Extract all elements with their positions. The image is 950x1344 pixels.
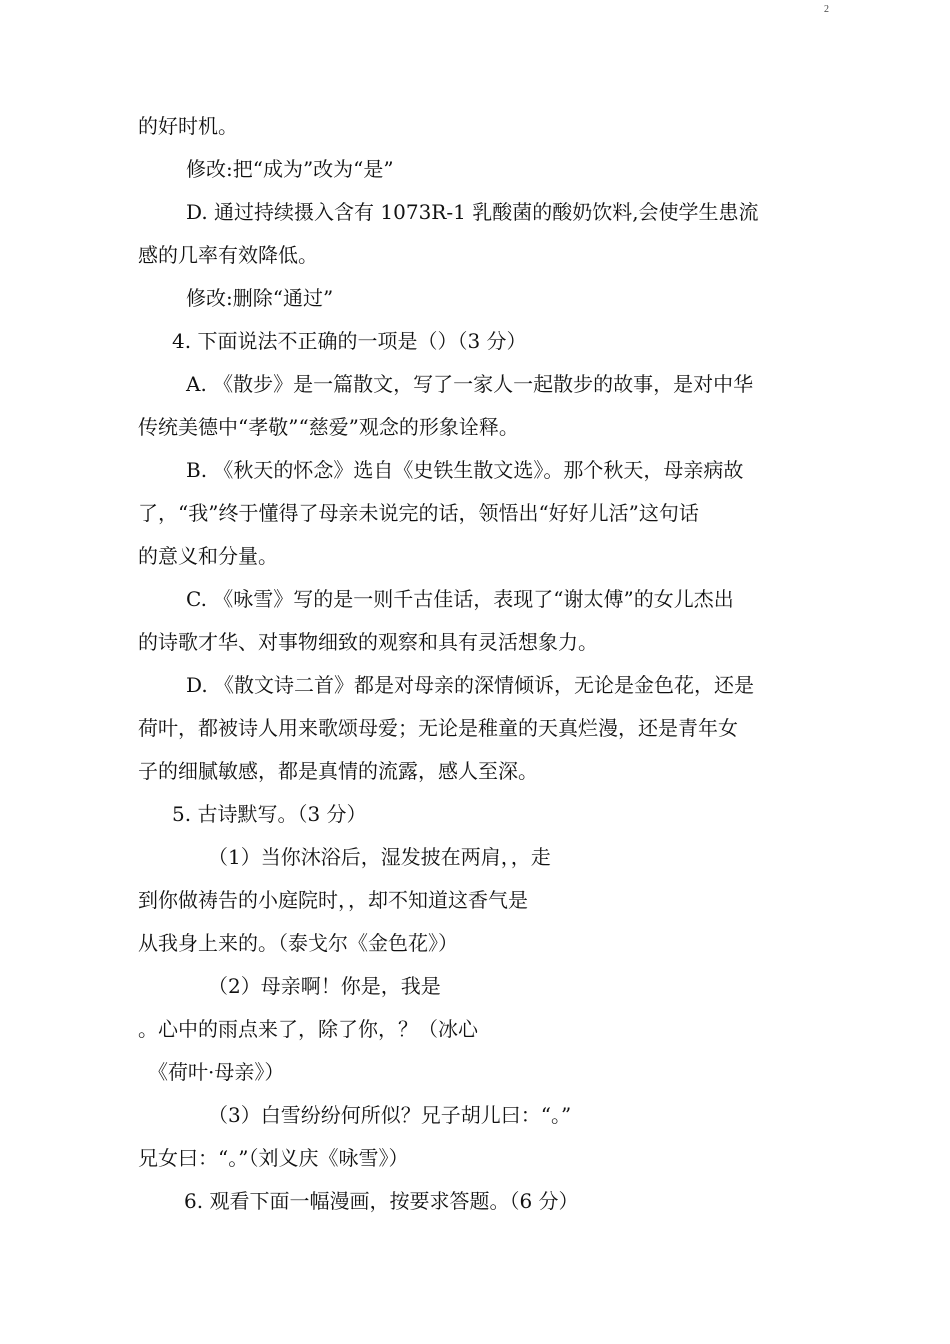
text-line: D. 《散文诗二首》都是对母亲的深情倾诉，无论是金色花，还是 [186,673,755,697]
text-line: （3）白雪纷纷何所似？兄子胡儿曰：“。” [208,1103,572,1127]
text-line: D. 通过持续摄入含有 1073R-1 乳酸菌的酸奶饮料,会使学生患流 [186,200,759,224]
text-line: B. 《秋天的怀念》选自《史铁生散文选》。那个秋天，母亲病故 [186,458,744,482]
text-line: 。心中的雨点来了，除了你，？（冰心 [138,1017,478,1041]
text-line: 兄女曰：“。”（刘义庆《咏雪》） [138,1146,409,1170]
question-heading: 5. 古诗默写。（3 分） [172,802,367,826]
text-line: A. 《散步》是一篇散文，写了一家人一起散步的故事，是对中华 [186,372,754,396]
text-line: 《荷叶·母亲》） [148,1060,285,1084]
text-line: （2）母亲啊！你是，我是 [208,974,441,998]
text-line: 感的几率有效降低。 [138,243,318,267]
text-line: 修改:删除“通过” [186,286,334,310]
text-line: C. 《咏雪》写的是一则千古佳话，表现了“谢太傅”的女儿杰出 [186,587,734,611]
question-heading: 4. 下面说法不正确的一项是（）（3 分） [172,329,527,353]
page-number: 2 [824,4,829,15]
text-line: 的意义和分量。 [138,544,278,568]
text-line: 传统美德中“孝敬”“慈爱”观念的形象诠释。 [138,415,519,439]
text-line: 的好时机。 [138,114,238,138]
text-line: 修改:把“成为”改为“是” [186,157,394,181]
text-line: 荷叶，都被诗人用来歌颂母爱；无论是稚童的天真烂漫，还是青年女 [138,716,738,740]
text-line: （1）当你沐浴后，湿发披在两肩，，走 [208,845,551,869]
text-line: 子的细腻敏感，都是真情的流露，感人至深。 [138,759,538,783]
text-line: 到你做祷告的小庭院时，，却不知道这香气是 [138,888,528,912]
question-heading: 6. 观看下面一幅漫画，按要求答题。（6 分） [184,1189,579,1213]
text-line: 了，“我”终于懂得了母亲未说完的话，领悟出“好好儿活”这句话 [138,501,699,525]
text-line: 从我身上来的。（泰戈尔《金色花》） [138,931,458,955]
text-line: 的诗歌才华、对事物细致的观察和具有灵活想象力。 [138,630,598,654]
